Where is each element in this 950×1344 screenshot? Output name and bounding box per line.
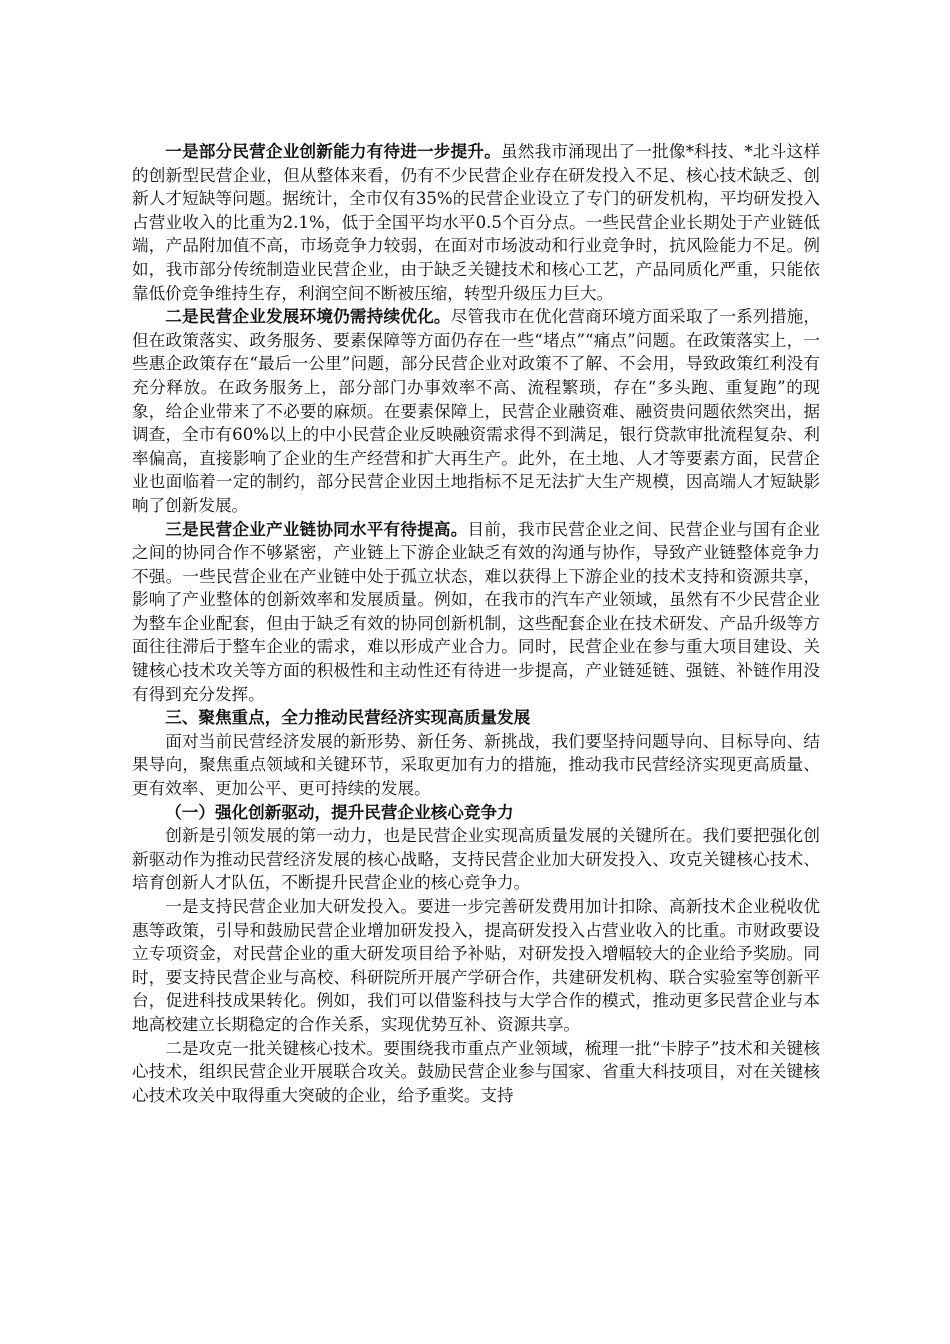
paragraph-lead: 一是部分民营企业创新能力有待进一步提升。 — [165, 141, 501, 161]
subsection-heading: （一）强化创新驱动，提升民营企业核心竞争力 — [165, 801, 514, 822]
paragraph-text: 虽然我市涌现出了一批像*科技、*北斗这样的创新型民营企业，但从整体来看，仍有不少民营企业存在研发投入不足、核心技术缺乏、创新人才短缺等问题。据统计，全市仅有35%的民营企业设立了专门的研发机构，平均研发投入占营业收入的比重为2.1%，低于全国平均水平0.5个百分点。一些民营企业长期处于产业链低端，产品附加值不高，市场竞争力较弱，在面对市场波动和行业竞争时，抗风险能力不足。例如，我市部分传统制造业民营企业，由于缺乏关键技术和核心工艺，产品同质化严重，只能依靠低价竞争维持生存，利润空间不断被压缩，转型升级压力巨大。 — [132, 142, 821, 303]
document-page — [132, 140, 820, 1107]
paragraph-business-environment — [132, 305, 820, 517]
paragraph-text: 目前，我市民营企业之间、民营企业与国有企业之间的协同合作不够紧密，产业链上下游企业缺乏有效的沟通与协作，导致产业链整体竞争力不强。一些民营企业在产业链中处于孤立状态，难以获得上下游企业的技术支持和资源共享，影响了产业整体的创新效率和发展质量。例如，在我市的汽车产业领域，虽然有不少民营企业为整车企业配套，但由于缺乏有效的协同创新机制，这些配套企业在技术研发、产品升级等方面往往滞后于整车企业的需求，难以形成产业合力。同时，民营企业在参与重大项目建设、关键核心技术攻关等方面的积极性和主动性还有待进一步提高，产业链延链、强链、补链作用没有得到充分发挥。 — [132, 519, 821, 704]
paragraph-innovation-capacity — [132, 140, 820, 305]
section-heading: 三、聚焦重点，全力推动民营经济实现高质量发展 — [165, 707, 531, 728]
body-paragraph-innovation-driver: 创新是引领发展的第一动力，也是民营企业实现高质量发展的关键所在。我们要把强化创新驱动作为推动民营经济发展的核心战略，支持民营企业加大研发投入、攻克关键核心技术、培育创新人才队伍，不断提升民营企业的核心竞争力。 — [132, 826, 820, 893]
paragraph-industry-chain — [132, 518, 820, 707]
paragraph-lead: 二是民营企业发展环境仍需持续优化。 — [165, 306, 451, 327]
section-intro: 面对当前民营经济发展的新形势、新任务、新挑战，我们要坚持问题导向、目标导向、结果导向，聚焦重点领域和关键环节，采取更加有力的措施，推动我市民营经济实现更高质量、更有效率、更加公平、更可持续的发展。 — [132, 731, 820, 799]
body-paragraph-core-technology: 二是攻克一批关键核心技术。要围绕我市重点产业领域，梳理一批“卡脖子”技术和关键核心技术，组织民营企业开展联合攻关。鼓励民营企业参与国家、省重大科技项目，对在关键核心技术攻关中取得重大突破的企业，给予重奖。支持 — [132, 1038, 820, 1105]
body-paragraph-rd-investment: 一是支持民营企业加大研发投入。要进一步完善研发费用加计扣除、高新技术企业税收优惠等政策，引导和鼓励民营企业增加研发投入，提高研发投入占营业收入的比重。市财政要设立专项资金，对民营企业的重大研发项目给予补贴，对研发投入增幅较大的企业给予奖励。同时，要支持民营企业与高校、科研院所开展产学研合作，共建研发机构、联合实验室等创新平台，促进科技成果转化。例如，我们可以借鉴科技与大学合作的模式，推动更多民营企业与本地高校建立长期稳定的合作关系，实现优势互补、资源共享。 — [132, 897, 820, 1034]
paragraph-text: 尽管我市在优化营商环境方面采取了一系列措施，但在政策落实、政务服务、要素保障等方面仍存在一些“堵点”“痛点”问题。在政策落实上，一些惠企政策存在“最后一公里”问题，部分民营企业对政策不了解、不会用，导致政策红利没有充分释放。在政务服务上，部分部门办事效率不高、流程繁琐，存在“多头跑、重复跑”的现象，给企业带来了不必要的麻烦。在要素保障上，民营企业融资难、融资贵问题依然突出，据调查，全市有60%以上的中小民营企业反映融资需求得不到满足，银行贷款审批流程复杂、利率偏高，直接影响了企业的生产经营和扩大再生产。此外，在土地、人才等要素方面，民营企业也面临着一定的制约，部分民营企业因土地指标不足无法扩大生产规模，因高端人才短缺影响了创新发展。 — [132, 307, 821, 515]
paragraph-lead: 三是民营企业产业链协同水平有待提高。 — [165, 518, 468, 539]
